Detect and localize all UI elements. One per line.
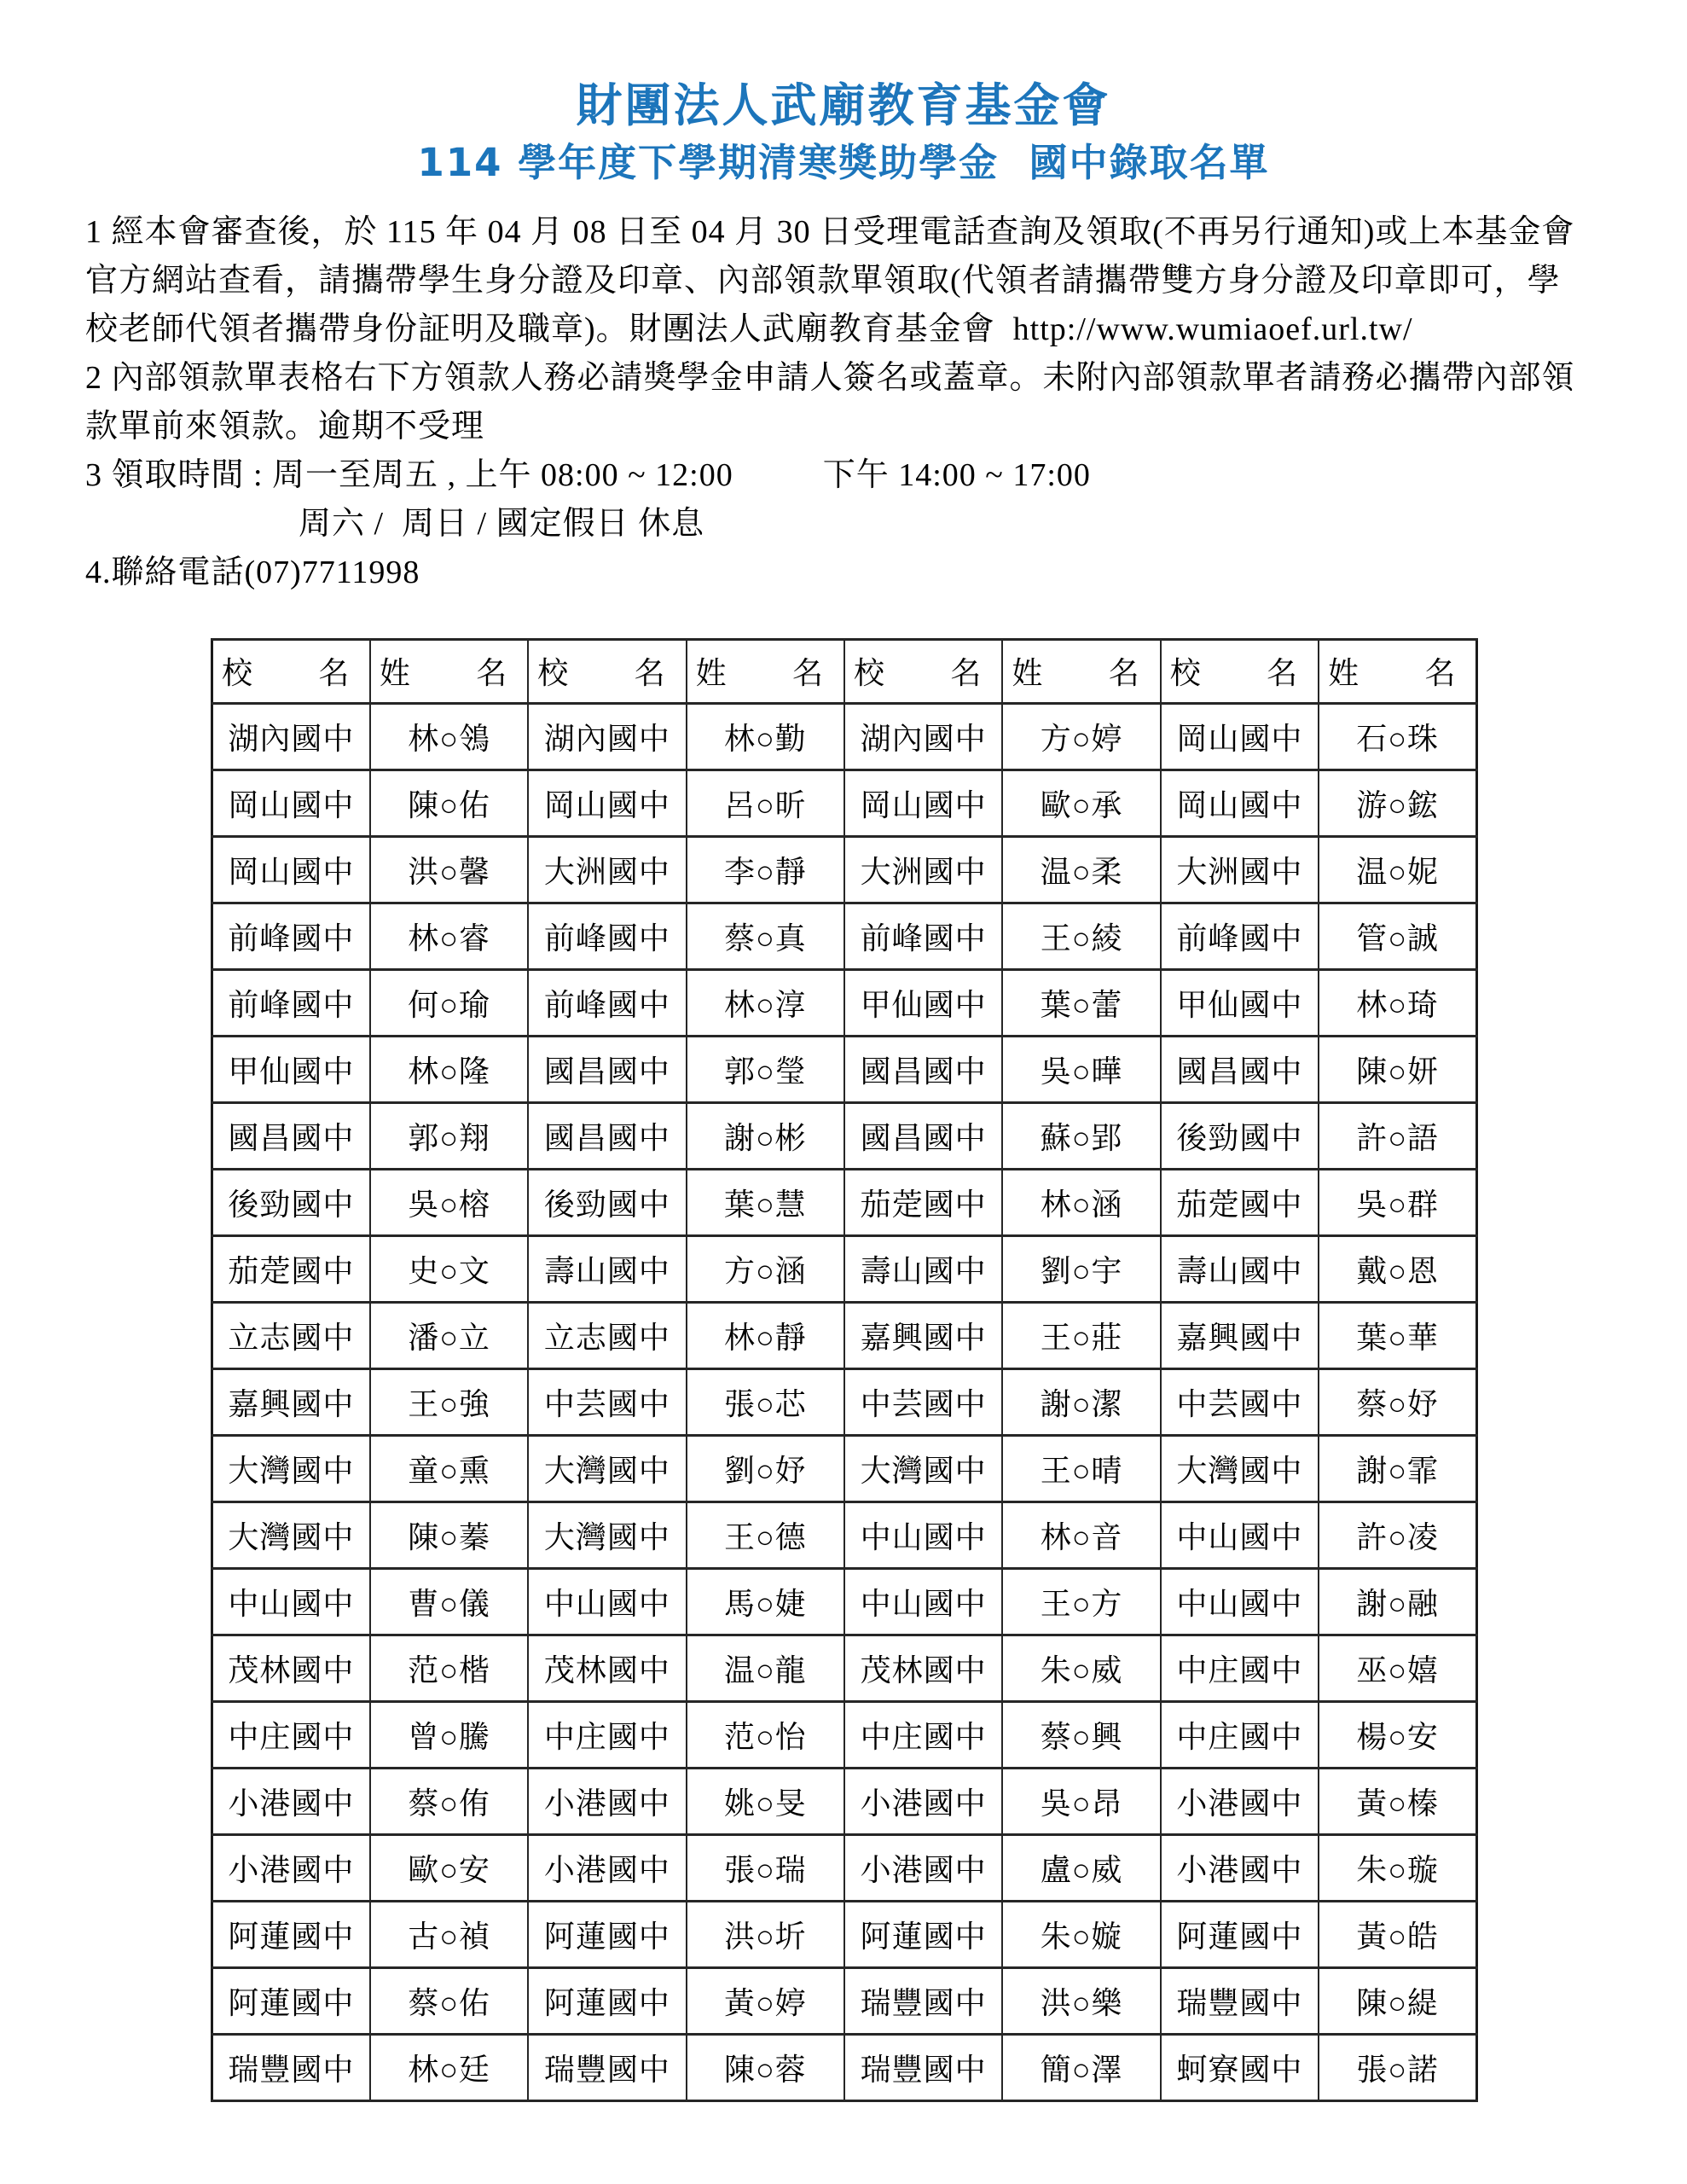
school-cell: 阿蓮國中: [212, 1967, 370, 2034]
name-cell: 呂○昕: [687, 770, 844, 836]
school-cell: 中庄國中: [1161, 1701, 1319, 1768]
table-row: [212, 1502, 1477, 1568]
name-cell: 謝○潔: [1002, 1368, 1160, 1435]
school-cell: 國昌國中: [212, 1102, 370, 1169]
school-cell: 湖內國中: [844, 703, 1002, 770]
name-cell: 黃○皓: [1319, 1901, 1476, 1967]
name-cell: 朱○嫙: [1002, 1901, 1160, 1967]
table-row: [212, 1834, 1477, 1901]
name-cell: 張○諾: [1319, 2034, 1476, 2100]
school-cell: 瑞豐國中: [844, 1967, 1002, 2034]
name-cell: 許○凌: [1319, 1502, 1476, 1568]
school-cell: 大洲國中: [528, 836, 686, 903]
name-cell: 林○隆: [370, 1036, 528, 1102]
table-row: [212, 1635, 1477, 1701]
column-header-school: 校 名: [844, 639, 1002, 703]
name-cell: 曹○儀: [370, 1568, 528, 1635]
column-header-name: 姓 名: [1319, 639, 1476, 703]
table-row: [212, 1235, 1477, 1302]
school-cell: 中山國中: [1161, 1568, 1319, 1635]
school-cell: 瑞豐國中: [528, 2034, 686, 2100]
school-cell: 大灣國中: [528, 1435, 686, 1502]
school-cell: 前峰國中: [1161, 903, 1319, 969]
name-cell: 謝○融: [1319, 1568, 1476, 1635]
table-row: [212, 1302, 1477, 1368]
school-cell: 岡山國中: [528, 770, 686, 836]
name-cell: 林○廷: [370, 2034, 528, 2100]
school-cell: 茄萣國中: [1161, 1169, 1319, 1235]
name-cell: 謝○霏: [1319, 1435, 1476, 1502]
school-cell: 壽山國中: [528, 1235, 686, 1302]
school-cell: 國昌國中: [528, 1102, 686, 1169]
name-cell: 葉○蕾: [1002, 969, 1160, 1036]
name-cell: 林○音: [1002, 1502, 1160, 1568]
name-cell: 范○楷: [370, 1635, 528, 1701]
note-line: 官方網站查看，請攜帶學生身分證及印章、內部領款單領取(代領者請攜帶雙方身分證及印章即可，學: [85, 262, 1561, 299]
school-cell: 湖內國中: [528, 703, 686, 770]
name-cell: 盧○威: [1002, 1834, 1160, 1901]
school-cell: 蚵寮國中: [1161, 2034, 1319, 2100]
name-cell: 王○綾: [1002, 903, 1160, 969]
school-cell: 大灣國中: [1161, 1435, 1319, 1502]
name-cell: 謝○彬: [687, 1102, 844, 1169]
school-cell: 大灣國中: [212, 1502, 370, 1568]
school-cell: 茂林國中: [844, 1635, 1002, 1701]
note-line: 款單前來領款。逾期不受理: [85, 408, 485, 444]
name-cell: 許○語: [1319, 1102, 1476, 1169]
school-cell: 國昌國中: [844, 1102, 1002, 1169]
school-cell: 後勁國中: [528, 1169, 686, 1235]
name-cell: 劉○宇: [1002, 1235, 1160, 1302]
name-cell: 張○瑞: [687, 1834, 844, 1901]
school-cell: 甲仙國中: [844, 969, 1002, 1036]
school-cell: 前峰國中: [528, 969, 686, 1036]
name-cell: 馬○婕: [687, 1568, 844, 1635]
name-cell: 蔡○侑: [370, 1768, 528, 1834]
school-cell: 岡山國中: [212, 836, 370, 903]
name-cell: 曾○騰: [370, 1701, 528, 1768]
school-cell: 小港國中: [528, 1834, 686, 1901]
name-cell: 温○妮: [1319, 836, 1476, 903]
name-cell: 吳○曄: [1002, 1036, 1160, 1102]
page-subtitle: 114 學年度下學期清寒獎助學金 國中錄取名單: [417, 139, 1270, 185]
school-cell: 茄萣國中: [844, 1169, 1002, 1235]
name-cell: 石○珠: [1319, 703, 1476, 770]
table-row: [212, 1568, 1477, 1635]
school-cell: 中山國中: [844, 1502, 1002, 1568]
school-cell: 茄萣國中: [212, 1235, 370, 1302]
table-row: [212, 2034, 1477, 2100]
column-header-school: 校 名: [528, 639, 686, 703]
school-cell: 嘉興國中: [844, 1302, 1002, 1368]
school-cell: 阿蓮國中: [844, 1901, 1002, 1967]
name-cell: 劉○妤: [687, 1435, 844, 1502]
school-cell: 小港國中: [212, 1768, 370, 1834]
name-cell: 朱○威: [1002, 1635, 1160, 1701]
school-cell: 前峰國中: [212, 969, 370, 1036]
school-cell: 大灣國中: [844, 1435, 1002, 1502]
school-cell: 後勁國中: [212, 1169, 370, 1235]
header-row: [212, 639, 1477, 703]
name-cell: 温○柔: [1002, 836, 1160, 903]
name-cell: 巫○嬉: [1319, 1635, 1476, 1701]
school-cell: 小港國中: [528, 1768, 686, 1834]
name-cell: 洪○樂: [1002, 1967, 1160, 2034]
name-cell: 王○莊: [1002, 1302, 1160, 1368]
table-row: [212, 1901, 1477, 1967]
school-cell: 中庄國中: [528, 1701, 686, 1768]
page-title: 財團法人武廟教育基金會: [576, 78, 1111, 132]
name-cell: 林○鴒: [370, 703, 528, 770]
school-cell: 中山國中: [528, 1568, 686, 1635]
name-cell: 林○琦: [1319, 969, 1476, 1036]
name-cell: 古○禎: [370, 1901, 528, 1967]
name-cell: 簡○澤: [1002, 2034, 1160, 2100]
school-cell: 國昌國中: [528, 1036, 686, 1102]
name-cell: 方○婷: [1002, 703, 1160, 770]
school-cell: 岡山國中: [844, 770, 1002, 836]
name-cell: 蔡○佑: [370, 1967, 528, 2034]
note-line: 1 經本會審查後，於 115 年 04 月 08 日至 04 月 30 日受理電話查詢及領取(不再另行通知)或上本基金會: [85, 213, 1575, 250]
name-cell: 林○勤: [687, 703, 844, 770]
name-cell: 蔡○妤: [1319, 1368, 1476, 1435]
table-row: [212, 903, 1477, 969]
name-cell: 林○淳: [687, 969, 844, 1036]
school-cell: 嘉興國中: [1161, 1302, 1319, 1368]
school-cell: 大洲國中: [1161, 836, 1319, 903]
name-cell: 吳○群: [1319, 1169, 1476, 1235]
name-cell: 陳○蓉: [687, 2034, 844, 2100]
school-cell: 壽山國中: [1161, 1235, 1319, 1302]
name-cell: 林○睿: [370, 903, 528, 969]
name-cell: 郭○翔: [370, 1102, 528, 1169]
school-cell: 小港國中: [1161, 1834, 1319, 1901]
school-cell: 立志國中: [212, 1302, 370, 1368]
note-line: 校老師代領者攜帶身份証明及職章)。財團法人武廟教育基金會 http://www.wumiaoef.url.tw/: [85, 311, 1413, 347]
name-cell: 史○文: [370, 1235, 528, 1302]
name-cell: 洪○圻: [687, 1901, 844, 1967]
column-header-school: 校 名: [1161, 639, 1319, 703]
name-cell: 游○鋐: [1319, 770, 1476, 836]
school-cell: 瑞豐國中: [212, 2034, 370, 2100]
name-cell: 何○瑜: [370, 969, 528, 1036]
school-cell: 中芸國中: [844, 1368, 1002, 1435]
name-cell: 黃○婷: [687, 1967, 844, 2034]
school-cell: 小港國中: [212, 1834, 370, 1901]
name-cell: 王○晴: [1002, 1435, 1160, 1502]
name-cell: 王○強: [370, 1368, 528, 1435]
school-cell: 中芸國中: [1161, 1368, 1319, 1435]
name-cell: 楊○安: [1319, 1701, 1476, 1768]
table-row: [212, 1169, 1477, 1235]
name-cell: 歐○承: [1002, 770, 1160, 836]
name-cell: 吳○榕: [370, 1169, 528, 1235]
column-header-name: 姓 名: [687, 639, 844, 703]
recipients-table-body: [212, 703, 1477, 2100]
school-cell: 中庄國中: [844, 1701, 1002, 1768]
name-cell: 林○涵: [1002, 1169, 1160, 1235]
name-cell: 管○誠: [1319, 903, 1476, 969]
name-cell: 郭○瑩: [687, 1036, 844, 1102]
school-cell: 後勁國中: [1161, 1102, 1319, 1169]
name-cell: 蔡○真: [687, 903, 844, 969]
name-cell: 温○龍: [687, 1635, 844, 1701]
column-header-name: 姓 名: [370, 639, 528, 703]
note-line: 2 內部領款單表格右下方領款人務必請獎學金申請人簽名或蓋章。未附內部領款單者請務必攜帶內部領: [85, 359, 1575, 396]
school-cell: 甲仙國中: [212, 1036, 370, 1102]
school-cell: 立志國中: [528, 1302, 686, 1368]
school-cell: 中山國中: [212, 1568, 370, 1635]
name-cell: 吳○昂: [1002, 1768, 1160, 1834]
school-cell: 阿蓮國中: [212, 1901, 370, 1967]
name-cell: 潘○立: [370, 1302, 528, 1368]
name-cell: 張○芯: [687, 1368, 844, 1435]
school-cell: 中芸國中: [528, 1368, 686, 1435]
school-cell: 茂林國中: [528, 1635, 686, 1701]
table-row: [212, 703, 1477, 770]
school-cell: 小港國中: [1161, 1768, 1319, 1834]
school-cell: 甲仙國中: [1161, 969, 1319, 1036]
name-cell: 王○德: [687, 1502, 844, 1568]
school-cell: 阿蓮國中: [528, 1967, 686, 2034]
name-cell: 朱○璇: [1319, 1834, 1476, 1901]
school-cell: 茂林國中: [212, 1635, 370, 1701]
note-line: 3 領取時間 : 周一至周五 , 上午 08:00 ~ 12:00 下午 14:00 ~ 17:00: [85, 456, 1091, 493]
table-row: [212, 1701, 1477, 1768]
notes-section: [85, 208, 1586, 597]
name-cell: 葉○華: [1319, 1302, 1476, 1368]
table-row: [212, 1102, 1477, 1169]
name-cell: 葉○慧: [687, 1169, 844, 1235]
school-cell: 大灣國中: [212, 1435, 370, 1502]
name-cell: 姚○旻: [687, 1768, 844, 1834]
name-cell: 歐○安: [370, 1834, 528, 1901]
school-cell: 前峰國中: [212, 903, 370, 969]
name-cell: 陳○緹: [1319, 1967, 1476, 2034]
name-cell: 林○靜: [687, 1302, 844, 1368]
school-cell: 小港國中: [844, 1834, 1002, 1901]
name-cell: 陳○佑: [370, 770, 528, 836]
column-header-name: 姓 名: [1002, 639, 1160, 703]
note-line: 周六 / 周日 / 國定假日 休息: [299, 505, 705, 542]
school-cell: 中庄國中: [1161, 1635, 1319, 1701]
table-row: [212, 1036, 1477, 1102]
school-cell: 壽山國中: [844, 1235, 1002, 1302]
name-cell: 蘇○郢: [1002, 1102, 1160, 1169]
name-cell: 洪○馨: [370, 836, 528, 903]
school-cell: 阿蓮國中: [1161, 1901, 1319, 1967]
table-row: [212, 1768, 1477, 1834]
name-cell: 蔡○興: [1002, 1701, 1160, 1768]
school-cell: 岡山國中: [212, 770, 370, 836]
table-row: [212, 836, 1477, 903]
column-header-school: 校 名: [212, 639, 370, 703]
recipients-table: [211, 638, 1478, 2102]
name-cell: 李○靜: [687, 836, 844, 903]
note-line: 4.聯絡電話(07)7711998: [85, 554, 420, 590]
school-cell: 前峰國中: [528, 903, 686, 969]
school-cell: 小港國中: [844, 1768, 1002, 1834]
school-cell: 瑞豐國中: [1161, 1967, 1319, 2034]
school-cell: 岡山國中: [1161, 703, 1319, 770]
table-row: [212, 1967, 1477, 2034]
name-cell: 陳○妍: [1319, 1036, 1476, 1102]
name-cell: 黃○榛: [1319, 1768, 1476, 1834]
school-cell: 前峰國中: [844, 903, 1002, 969]
table-row: [212, 969, 1477, 1036]
name-cell: 戴○恩: [1319, 1235, 1476, 1302]
name-cell: 范○怡: [687, 1701, 844, 1768]
school-cell: 國昌國中: [1161, 1036, 1319, 1102]
school-cell: 中山國中: [844, 1568, 1002, 1635]
school-cell: 嘉興國中: [212, 1368, 370, 1435]
school-cell: 大洲國中: [844, 836, 1002, 903]
school-cell: 國昌國中: [844, 1036, 1002, 1102]
table-row: [212, 1435, 1477, 1502]
recipients-table-head: [212, 639, 1477, 703]
name-cell: 王○方: [1002, 1568, 1160, 1635]
table-row: [212, 1368, 1477, 1435]
name-cell: 童○熏: [370, 1435, 528, 1502]
school-cell: 湖內國中: [212, 703, 370, 770]
name-cell: 陳○蓁: [370, 1502, 528, 1568]
school-cell: 大灣國中: [528, 1502, 686, 1568]
school-cell: 中庄國中: [212, 1701, 370, 1768]
school-cell: 瑞豐國中: [844, 2034, 1002, 2100]
school-cell: 中山國中: [1161, 1502, 1319, 1568]
table-row: [212, 770, 1477, 836]
school-cell: 岡山國中: [1161, 770, 1319, 836]
name-cell: 方○涵: [687, 1235, 844, 1302]
school-cell: 阿蓮國中: [528, 1901, 686, 1967]
